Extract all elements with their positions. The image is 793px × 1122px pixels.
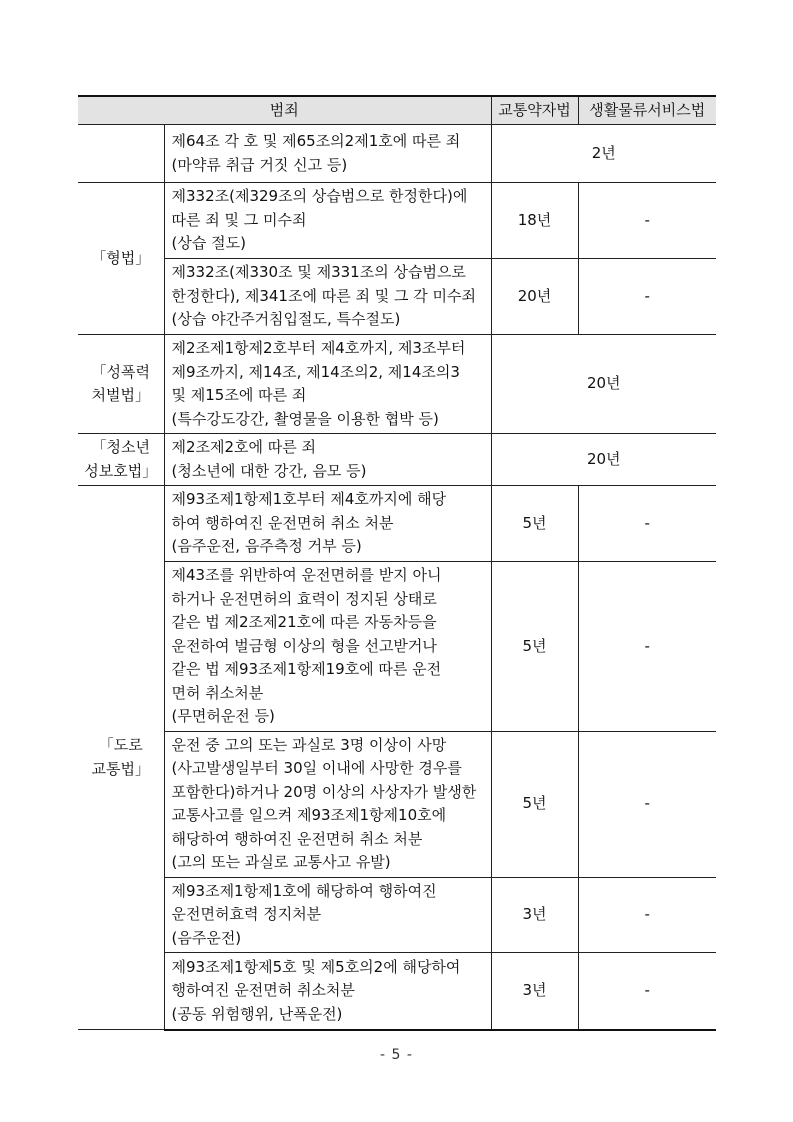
header-transport-law: 교통약자법 xyxy=(491,96,578,125)
period-logistics: - xyxy=(578,731,716,877)
table-row xyxy=(78,731,716,877)
crime-desc: 제93조제1항제1호에 해당하여 행하여진 운전면허효력 정지처분 (음주운전) xyxy=(164,877,491,953)
period-transport: 18년 xyxy=(491,183,578,259)
header-logistics-law: 생활물류서비스법 xyxy=(578,96,716,125)
law-name: 「성폭력 처벌법」 xyxy=(78,335,164,434)
period-transport: 3년 xyxy=(491,877,578,953)
table-row xyxy=(78,335,716,434)
period-transport: 5년 xyxy=(491,731,578,877)
period-logistics: - xyxy=(578,562,716,732)
period-logistics: - xyxy=(578,183,716,259)
table-row xyxy=(78,877,716,953)
crime-desc: 제2조제1항제2호부터 제4호까지, 제3조부터 제9조까지, 제14조, 제14조의2, 제14조의3 및 제15조에 따른 죄 (특수강도강간, 촬영물을 이용한 협박 등) xyxy=(164,335,491,434)
table-row xyxy=(78,125,716,183)
period-logistics: - xyxy=(578,877,716,953)
crime-desc: 제64조 각 호 및 제65조의2제1호에 따른 죄 (마약류 취급 거짓 신고 등) xyxy=(164,125,491,183)
table-row xyxy=(78,953,716,1030)
table-row xyxy=(78,486,716,562)
crime-desc: 제93조제1항제1호부터 제4호까지에 해당 하여 행하여진 운전면허 취소 처분 (음주운전, 음주측정 거부 등) xyxy=(164,486,491,562)
table-row xyxy=(78,259,716,335)
law-cell-empty xyxy=(78,125,164,183)
period-logistics: - xyxy=(578,486,716,562)
law-name: 「도로 교통법」 xyxy=(78,486,164,1030)
period-transport: 20년 xyxy=(491,259,578,335)
table-header-row xyxy=(78,96,716,125)
period-transport: 5년 xyxy=(491,562,578,732)
law-name: 「형법」 xyxy=(78,183,164,335)
period-transport: 5년 xyxy=(491,486,578,562)
period-logistics: - xyxy=(578,953,716,1030)
crime-desc: 제43조를 위반하여 운전면허를 받지 아니 하거나 운전면허의 효력이 정지된 상태로 같은 법 제2조제21호에 따른 자동차등을 운전하여 벌금형 이상의 형을 선고받거나 같은 법 제93조제1항제19호에 따른 운전 면허 취소처분 (무면허운전 등) xyxy=(164,562,491,732)
crime-desc: 제332조(제330조 및 제331조의 상습범으로 한정한다), 제341조에 따른 죄 및 그 각 미수죄 (상습 야간주거침입절도, 특수절도) xyxy=(164,259,491,335)
crime-desc: 제332조(제329조의 상습범으로 한정한다)에 따른 죄 및 그 미수죄 (상습 절도) xyxy=(164,183,491,259)
table-row xyxy=(78,183,716,259)
table-row xyxy=(78,434,716,486)
law-name: 「청소년 성보호법」 xyxy=(78,434,164,486)
crime-desc: 제2조제2호에 따른 죄 (청소년에 대한 강간, 음모 등) xyxy=(164,434,491,486)
period-logistics: - xyxy=(578,259,716,335)
header-crime: 범죄 xyxy=(78,96,491,125)
crime-table xyxy=(78,95,716,1031)
crime-desc: 제93조제1항제5호 및 제5호의2에 해당하여 행하여진 운전면허 취소처분 (공동 위험행위, 난폭운전) xyxy=(164,953,491,1030)
table-row xyxy=(78,562,716,732)
period-merged: 20년 xyxy=(491,434,716,486)
period-merged: 2년 xyxy=(491,125,716,183)
period-transport: 3년 xyxy=(491,953,578,1030)
page-number: - 5 - xyxy=(380,1047,413,1063)
period-merged: 20년 xyxy=(491,335,716,434)
crime-desc: 운전 중 고의 또는 과실로 3명 이상이 사망 (사고발생일부터 30일 이내에 사망한 경우를 포함한다)하거나 20명 이상의 사상자가 발생한 교통사고를 일으켜 제93조제1항제10호에 해당하여 행하여진 운전면허 취소 처분 (고의 또는 과실로 교통사고 유발) xyxy=(164,731,491,877)
